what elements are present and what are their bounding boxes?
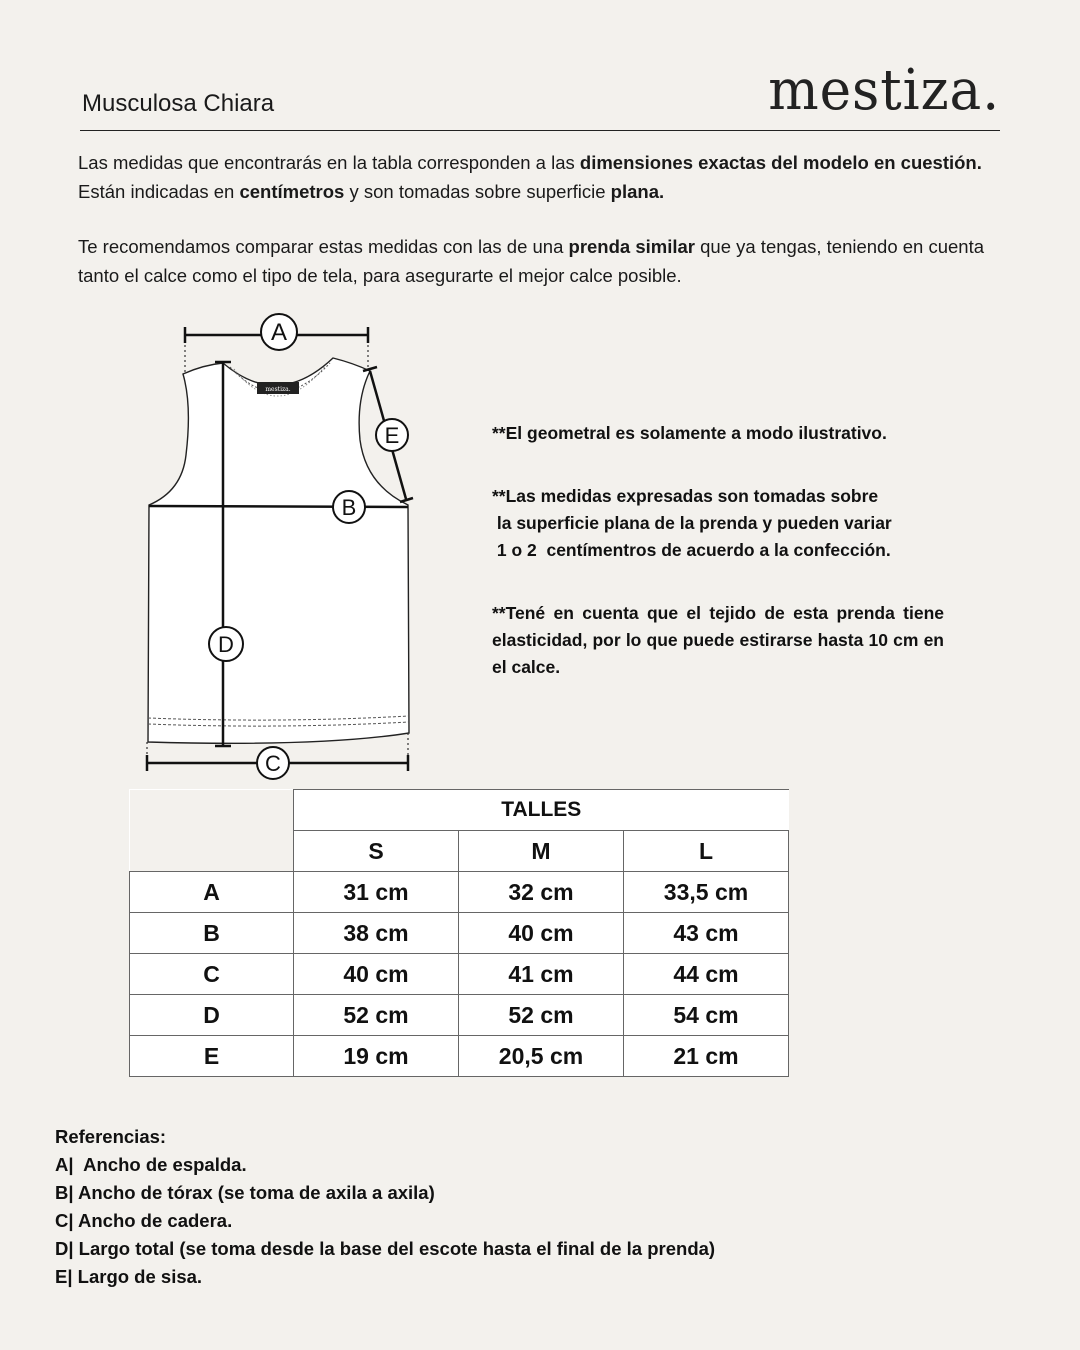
header <box>80 60 1000 131</box>
table-cell: 20,5 cm <box>459 1036 624 1077</box>
svg-text:D: D <box>218 632 234 657</box>
references-title: Referencias: <box>55 1126 167 1147</box>
label-c <box>257 747 289 779</box>
intro-text <box>78 148 1028 290</box>
table-cell: 44 cm <box>624 954 789 995</box>
reference-item: C| Ancho de cadera. <box>55 1210 233 1231</box>
svg-text:B: B <box>341 495 357 520</box>
table-row <box>130 954 789 995</box>
label-e <box>376 419 408 451</box>
table-row <box>130 995 789 1036</box>
table-cell: 33,5 cm <box>624 872 789 913</box>
garment-diagram <box>120 305 430 785</box>
product-title: Musculosa Chiara <box>82 90 275 117</box>
note-illustrative: **El geometral es solamente a modo ilustrativo. <box>492 423 887 443</box>
row-label: E <box>130 1036 294 1077</box>
tank-top-outline <box>148 358 409 743</box>
table-cell: 54 cm <box>624 995 789 1036</box>
intro-paragraph-1: Las medidas que encontrarás en la tabla corresponden a las dimensiones exactas del modelo en cuestión. Están indicadas en centímetros y son tomadas sobre superficie plana. <box>78 152 982 202</box>
reference-item: B| Ancho de tórax (se toma de axila a axila) <box>55 1182 435 1203</box>
references <box>55 1123 715 1291</box>
reference-item: D| Largo total (se toma desde la base del escote hasta el final de la prenda) <box>55 1238 716 1259</box>
size-header-m: M <box>459 831 624 872</box>
label-d <box>209 627 243 661</box>
table-cell: 43 cm <box>624 913 789 954</box>
notes <box>492 420 944 717</box>
size-header-l: L <box>624 831 789 872</box>
table-cell: 40 cm <box>459 913 624 954</box>
row-label: B <box>130 913 294 954</box>
svg-text:A: A <box>270 319 288 346</box>
label-b <box>333 491 365 523</box>
table-cell: 38 cm <box>294 913 459 954</box>
note-measurements: **Las medidas expresadas son tomadas sobre la superficie plana de la prenda y pueden variar 1 o 2 centímentros de acuerdo a la confección. <box>492 486 892 560</box>
table-row <box>130 913 789 954</box>
brand-logo: mestiza. <box>768 58 1000 123</box>
table-cell: 52 cm <box>294 995 459 1036</box>
note-elasticity: **Tené en cuenta que el tejido de esta prenda tiene elasticidad, por lo que puede estirarse hasta 10 cm en el calce. <box>492 603 944 677</box>
svg-text:E: E <box>384 423 400 448</box>
row-label: C <box>130 954 294 995</box>
label-a <box>261 314 297 350</box>
row-label: A <box>130 872 294 913</box>
intro-paragraph-2: Te recomendamos comparar estas medidas con las de una prenda similar que ya tengas, teniendo en cuenta tanto el calce como el tipo de tela, para asegurarte el mejor calce posible. <box>78 236 985 286</box>
table-cell: 41 cm <box>459 954 624 995</box>
neck-tag-label: mestiza. <box>265 386 291 393</box>
table-row <box>130 872 789 913</box>
table-header-row <box>130 831 789 872</box>
table-cell: 40 cm <box>294 954 459 995</box>
table-cell: 32 cm <box>459 872 624 913</box>
table-title: TALLES <box>294 790 789 831</box>
row-label: D <box>130 995 294 1036</box>
table-row <box>130 1036 789 1077</box>
reference-item: A| Ancho de espalda. <box>55 1154 247 1175</box>
measure-line-b <box>149 506 408 507</box>
table-cell: 31 cm <box>294 872 459 913</box>
size-table <box>129 789 789 1077</box>
svg-text:C: C <box>265 751 281 776</box>
table-title-row <box>130 790 789 831</box>
table-cell: 21 cm <box>624 1036 789 1077</box>
table-cell: 52 cm <box>459 995 624 1036</box>
size-header-s: S <box>294 831 459 872</box>
reference-item: E| Largo de sisa. <box>55 1266 203 1287</box>
table-cell: 19 cm <box>294 1036 459 1077</box>
